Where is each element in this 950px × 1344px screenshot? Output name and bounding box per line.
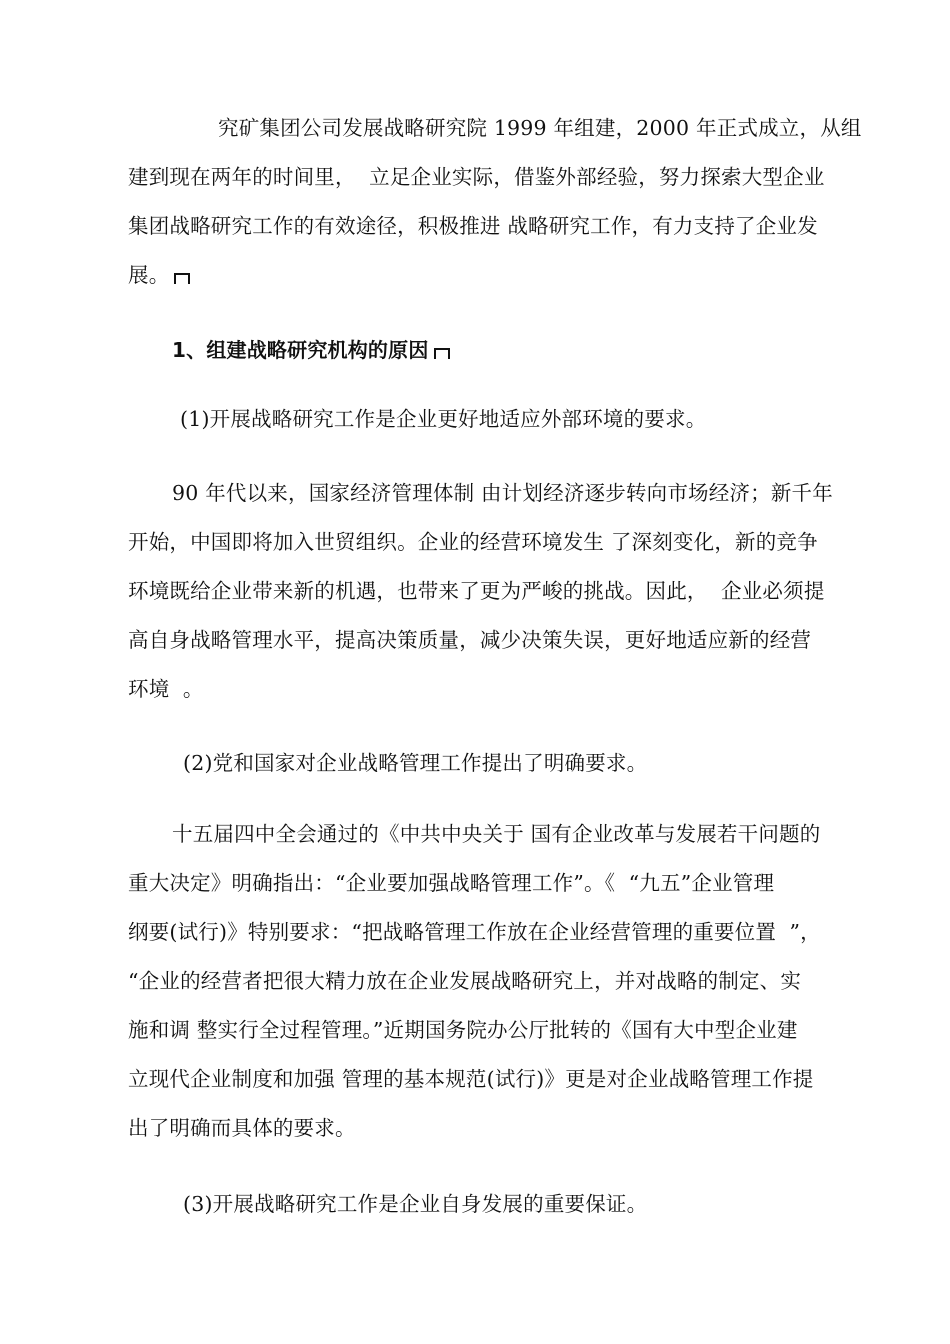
- intro-line-2: 建到现在两年的时间里， 立足企业实际，借鉴外部经验，努力探索大型企业: [128, 165, 825, 189]
- subheading-2: (2)党和国家对企业战略管理工作提出了明确要求。: [183, 751, 648, 775]
- para2-line-6: 立现代企业制度和加强 管理的基本规范(试行)》更是对企业战略管理工作提: [128, 1067, 814, 1091]
- intro-line-1: 究矿集团公司发展战略研究院 1999 年组建，2000 年正式成立，从组: [218, 116, 862, 140]
- para1-line-2: 开始，中国即将加入世贸组织。企业的经营环境发生 了深刻变化，新的竞争: [128, 530, 818, 554]
- para2-line-3: 纲要(试行)》特别要求：“把战略管理工作放在企业经营管理的重要位置 ”，: [128, 920, 821, 944]
- section-heading-text: 1、组建战略研究机构的原因: [172, 338, 429, 362]
- para2-line-1: 十五届四中全会通过的《中共中央关于 国有企业改革与发展若干问题的: [172, 822, 821, 846]
- para2-line-5: 施和调 整实行全过程管理。”近期国务院办公厅批转的《国有大中型企业建: [128, 1018, 798, 1042]
- intro-line-3: 集团战略研究工作的有效途径，积极推进 战略研究工作，有力支持了企业发: [128, 214, 818, 238]
- intro-line-4: [128, 261, 191, 289]
- subheading-1: (1)开展战略研究工作是企业更好地适应外部环境的要求。: [180, 407, 707, 431]
- para2-line-4: “企业的经营者把很大精力放在企业发展战略研究上，并对战略的制定、实: [128, 969, 802, 993]
- para1-line-3: 环境既给企业带来新的机遇，也带来了更为严峻的挑战。因此， 企业必须提: [128, 579, 825, 603]
- paragraph-mark-icon: [173, 270, 191, 284]
- section-heading: [172, 336, 451, 364]
- intro-line-4-text: 展。: [128, 263, 170, 287]
- para1-line-1: 90 年代以来，国家经济管理体制 由计划经济逐步转向市场经济；新千年: [172, 481, 833, 505]
- para1-line-4: 高自身战略管理水平，提高决策质量，减少决策失误，更好地适应新的经营: [128, 628, 812, 652]
- para2-line-7: 出了明确而具体的要求。: [128, 1116, 356, 1140]
- para1-line-5: 环境 。: [128, 677, 204, 701]
- subheading-3: (3)开展战略研究工作是企业自身发展的重要保证。: [183, 1192, 648, 1216]
- para2-line-2: 重大决定》明确指出：“企业要加强战略管理工作”。《 “九五”企业管理: [128, 871, 775, 895]
- paragraph-mark-icon: [433, 345, 451, 359]
